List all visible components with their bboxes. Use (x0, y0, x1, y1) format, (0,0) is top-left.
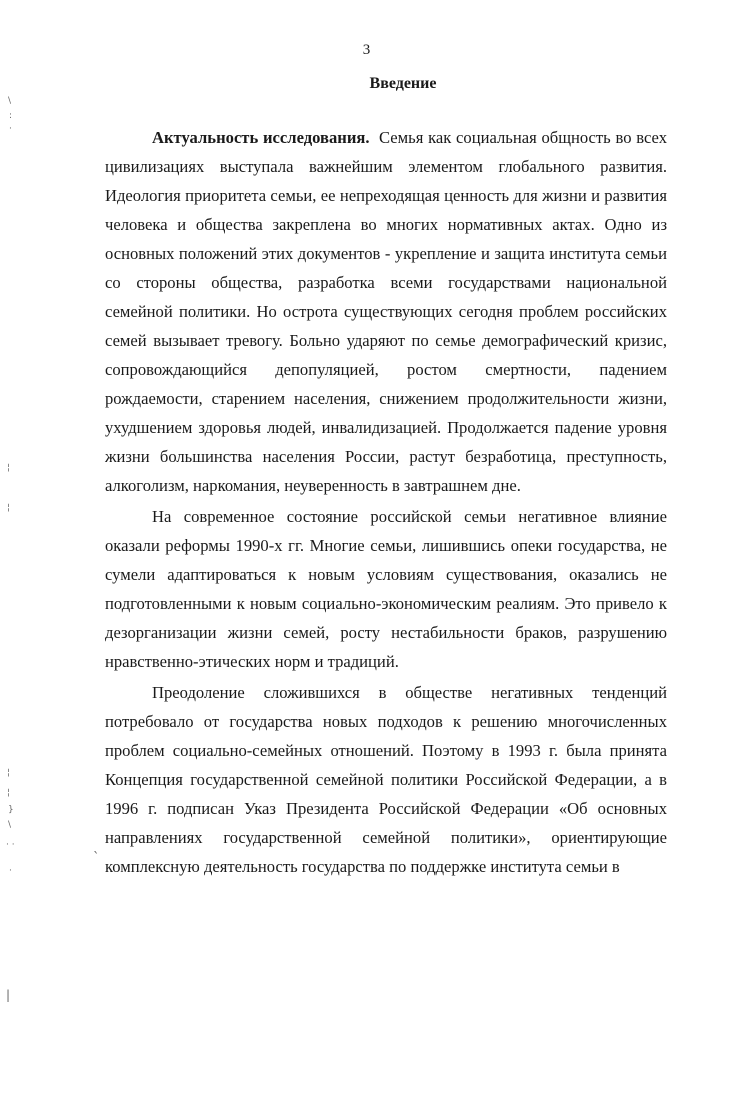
scan-artifact: · (9, 124, 12, 134)
paragraph-1-text: Семья как социальная общность во всех цивилизациях выступала важнейшим элементом глобального развития. Идеология приоритета семьи, ее непреходящая ценность для жизни и развития человека и общества закреплена во многих нормативных актах. Одно из основных положений этих документов - укрепление и защита института семьи со стороны общества, разработка всеми государствами национальной семейной политики. Но острота существующих сегодня проблем российских семей вызывает тревогу. Больно ударяют по семье демографический кризис, сопровождающийся депопуляцией, ростом смертности, падением рождаемости, старением населения, снижением продолжительности жизни, ухудшением здоровья людей, инвалидизацией. Продолжается падение уровня жизни большинства населения России, растут безработица, преступность, алкоголизм, наркомания, неуверенность в завтрашнем дне. (105, 128, 667, 495)
body-text (105, 123, 667, 881)
scan-artifact: ¦ (7, 788, 11, 798)
scan-artifact: · (9, 866, 12, 876)
scan-artifact: ¦ (7, 768, 11, 778)
paragraph-2: На современное состояние российской семьи негативное влияние оказали реформы 1990-х гг. Многие семьи, лишившись опеки государства, не сумели адаптироваться к новым условиям существования, оказались не подготовленными к новым социально-экономическим реалиям. Это привело к дезорганизации жизни семей, росту нестабильности браков, разрушению нравственно-этических норм и традиций. (105, 507, 667, 671)
scan-artifact: : (9, 111, 13, 121)
scan-artifact: · · (6, 840, 15, 850)
scan-artifact: } (8, 805, 14, 815)
scan-artifact: \ (8, 820, 12, 830)
scan-artifact: ` (93, 851, 100, 866)
section-heading: Введение (369, 75, 437, 92)
scan-artifact: | (6, 988, 11, 1002)
scan-artifact: ¦ (7, 503, 11, 513)
scan-artifact: \ (8, 96, 12, 106)
paragraph-3: Преодоление сложившихся в обществе негативных тенденций потребовало от государства новых подходов к решению многочисленных проблем социально-семейных отношений. Поэтому в 1993 г. была принята Концепция государственной семейной политики Российской Федерации, а в 1996 г. подписан Указ Президента Российской Федерации «Об основных направлениях государственной семейной политики», ориентирующие комплексную деятельность государства по поддержке института семьи в (105, 683, 667, 876)
paragraph-lead: Актуальность исследования. (152, 128, 370, 147)
paragraph-1 (105, 123, 667, 500)
page-number: 3 (362, 42, 371, 58)
scan-artifact: ¦ (7, 463, 11, 473)
